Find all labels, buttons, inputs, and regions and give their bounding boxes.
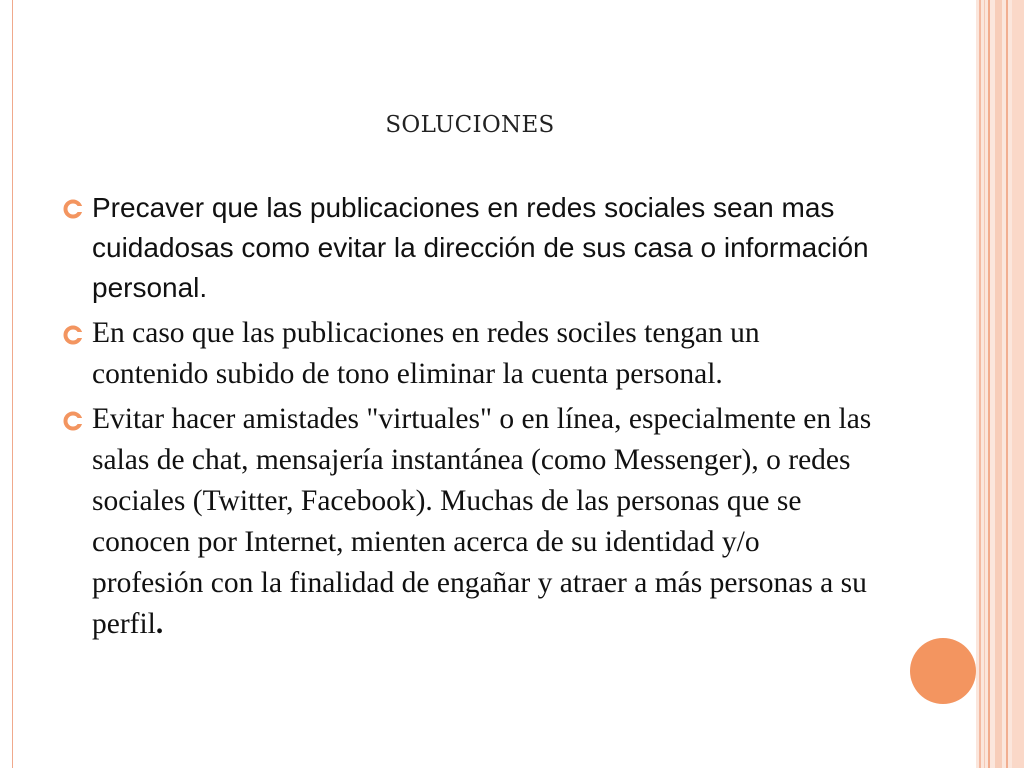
bullet-list: [52, 188, 872, 649]
right-stripe: [1006, 0, 1008, 768]
bullet-text: Evitar hacer amistades "virtuales" o en línea, especialmente en las salas de chat, mensajería instantánea (como Messenger), o redes sociales (Twitter, Facebook). Muchas de las personas que se conocen por Internet, mienten acerca de su identidad y/o profesión con la finalidad de engañar y atraer a más personas a su perfil: [92, 403, 872, 640]
right-stripe: [988, 0, 990, 768]
bullet-text: Precaver que las publicaciones en redes sociales sean mas cuidadosas como evitar la dirección de sus casa o información personal.: [92, 192, 869, 303]
right-stripe: [979, 0, 981, 768]
left-frame-line: [12, 0, 13, 768]
bullet-item: [52, 188, 872, 308]
ring-bullet-icon: [62, 324, 84, 346]
decorative-orange-circle: [910, 638, 976, 704]
bullet-text: En caso que las publicaciones en redes sociles tengan un contenido subido de tono eliminar la cuenta personal.: [92, 317, 760, 390]
right-stripe: [995, 0, 1002, 768]
ring-bullet-icon: [62, 198, 84, 220]
slide-title: SOLUCIONES: [385, 112, 555, 138]
right-stripe: [1012, 0, 1024, 768]
bullet-end-period: .: [155, 608, 164, 640]
right-stripe: [984, 0, 985, 768]
ring-bullet-icon: [62, 410, 84, 432]
bullet-item: [52, 313, 872, 395]
bullet-item: [52, 399, 872, 645]
